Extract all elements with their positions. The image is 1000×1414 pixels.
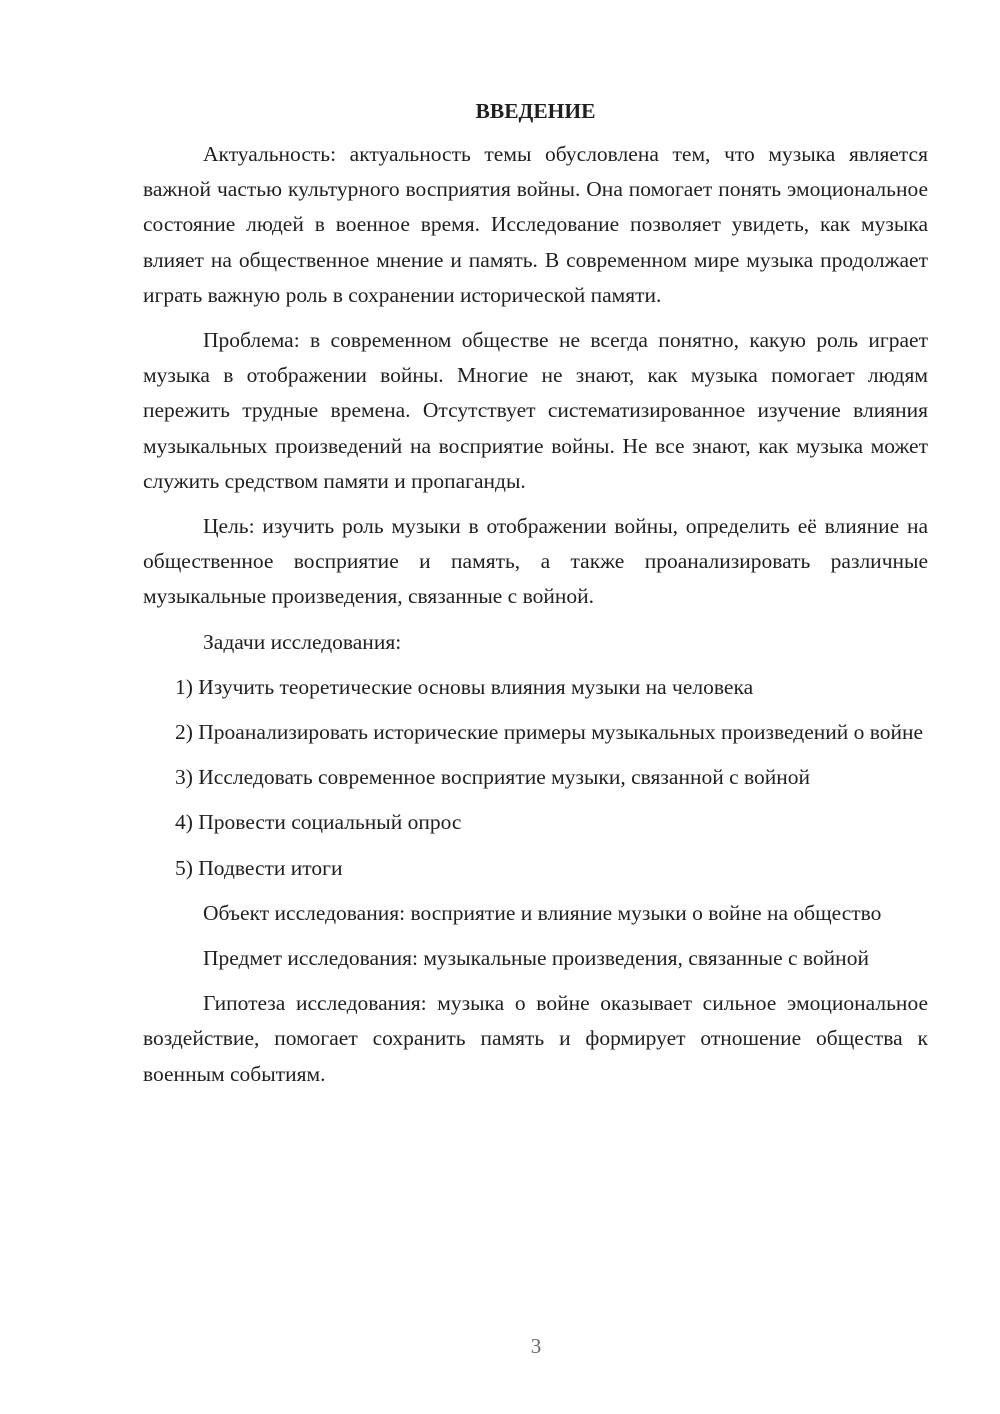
- task-item: 1) Изучить теоретические основы влияния музыки на человека: [175, 674, 754, 699]
- task-item: 3) Исследовать современное восприятие музыки, связанной с войной: [175, 765, 811, 790]
- task-item: 4) Провести социальный опрос: [175, 810, 462, 835]
- goal-paragraph: Цель: изучить роль музыки в отображении войны, определить её влияние на общественное восприятие и память, а также проанализировать различные музыкальные произведения, связанные с войной.: [143, 514, 928, 609]
- hypothesis-paragraph: Гипотеза исследования: музыка о войне оказывает сильное эмоциональное воздействие, помогает сохранить память и формирует отношение общества к военным событиям.: [143, 991, 928, 1086]
- section-title: ВВЕДЕНИЕ: [475, 99, 596, 123]
- page-content: [143, 95, 928, 1102]
- task-item: 2) Проанализировать исторические примеры музыкальных произведений о войне: [175, 720, 924, 745]
- object-paragraph: Объект исследования: восприятие и влияние музыки о войне на общество: [203, 900, 882, 925]
- subject-paragraph: Предмет исследования: музыкальные произведения, связанные с войной: [203, 946, 869, 971]
- tasks-heading: Задачи исследования:: [203, 629, 402, 654]
- page-number: 3: [530, 1334, 542, 1358]
- task-item: 5) Подвести итоги: [175, 855, 343, 880]
- problem-paragraph: Проблема: в современном обществе не всегда понятно, какую роль играет музыка в отображении войны. Многие не знают, как музыка помогает людям пережить трудные времена. Отсутствует систематизированное изучение влияния музыкальных произведений на восприятие войны. Не все знают, как музыка может служить средством памяти и пропаганды.: [143, 328, 928, 493]
- relevance-paragraph: Актуальность: актуальность темы обусловлена тем, что музыка является важной частью культурного восприятия войны. Она помогает понять эмоциональное состояние людей в военное время. Исследование позволяет увидеть, как музыка влияет на общественное мнение и память. В современном мире музыка продолжает играть важную роль в сохранении исторической памяти.: [143, 142, 928, 307]
